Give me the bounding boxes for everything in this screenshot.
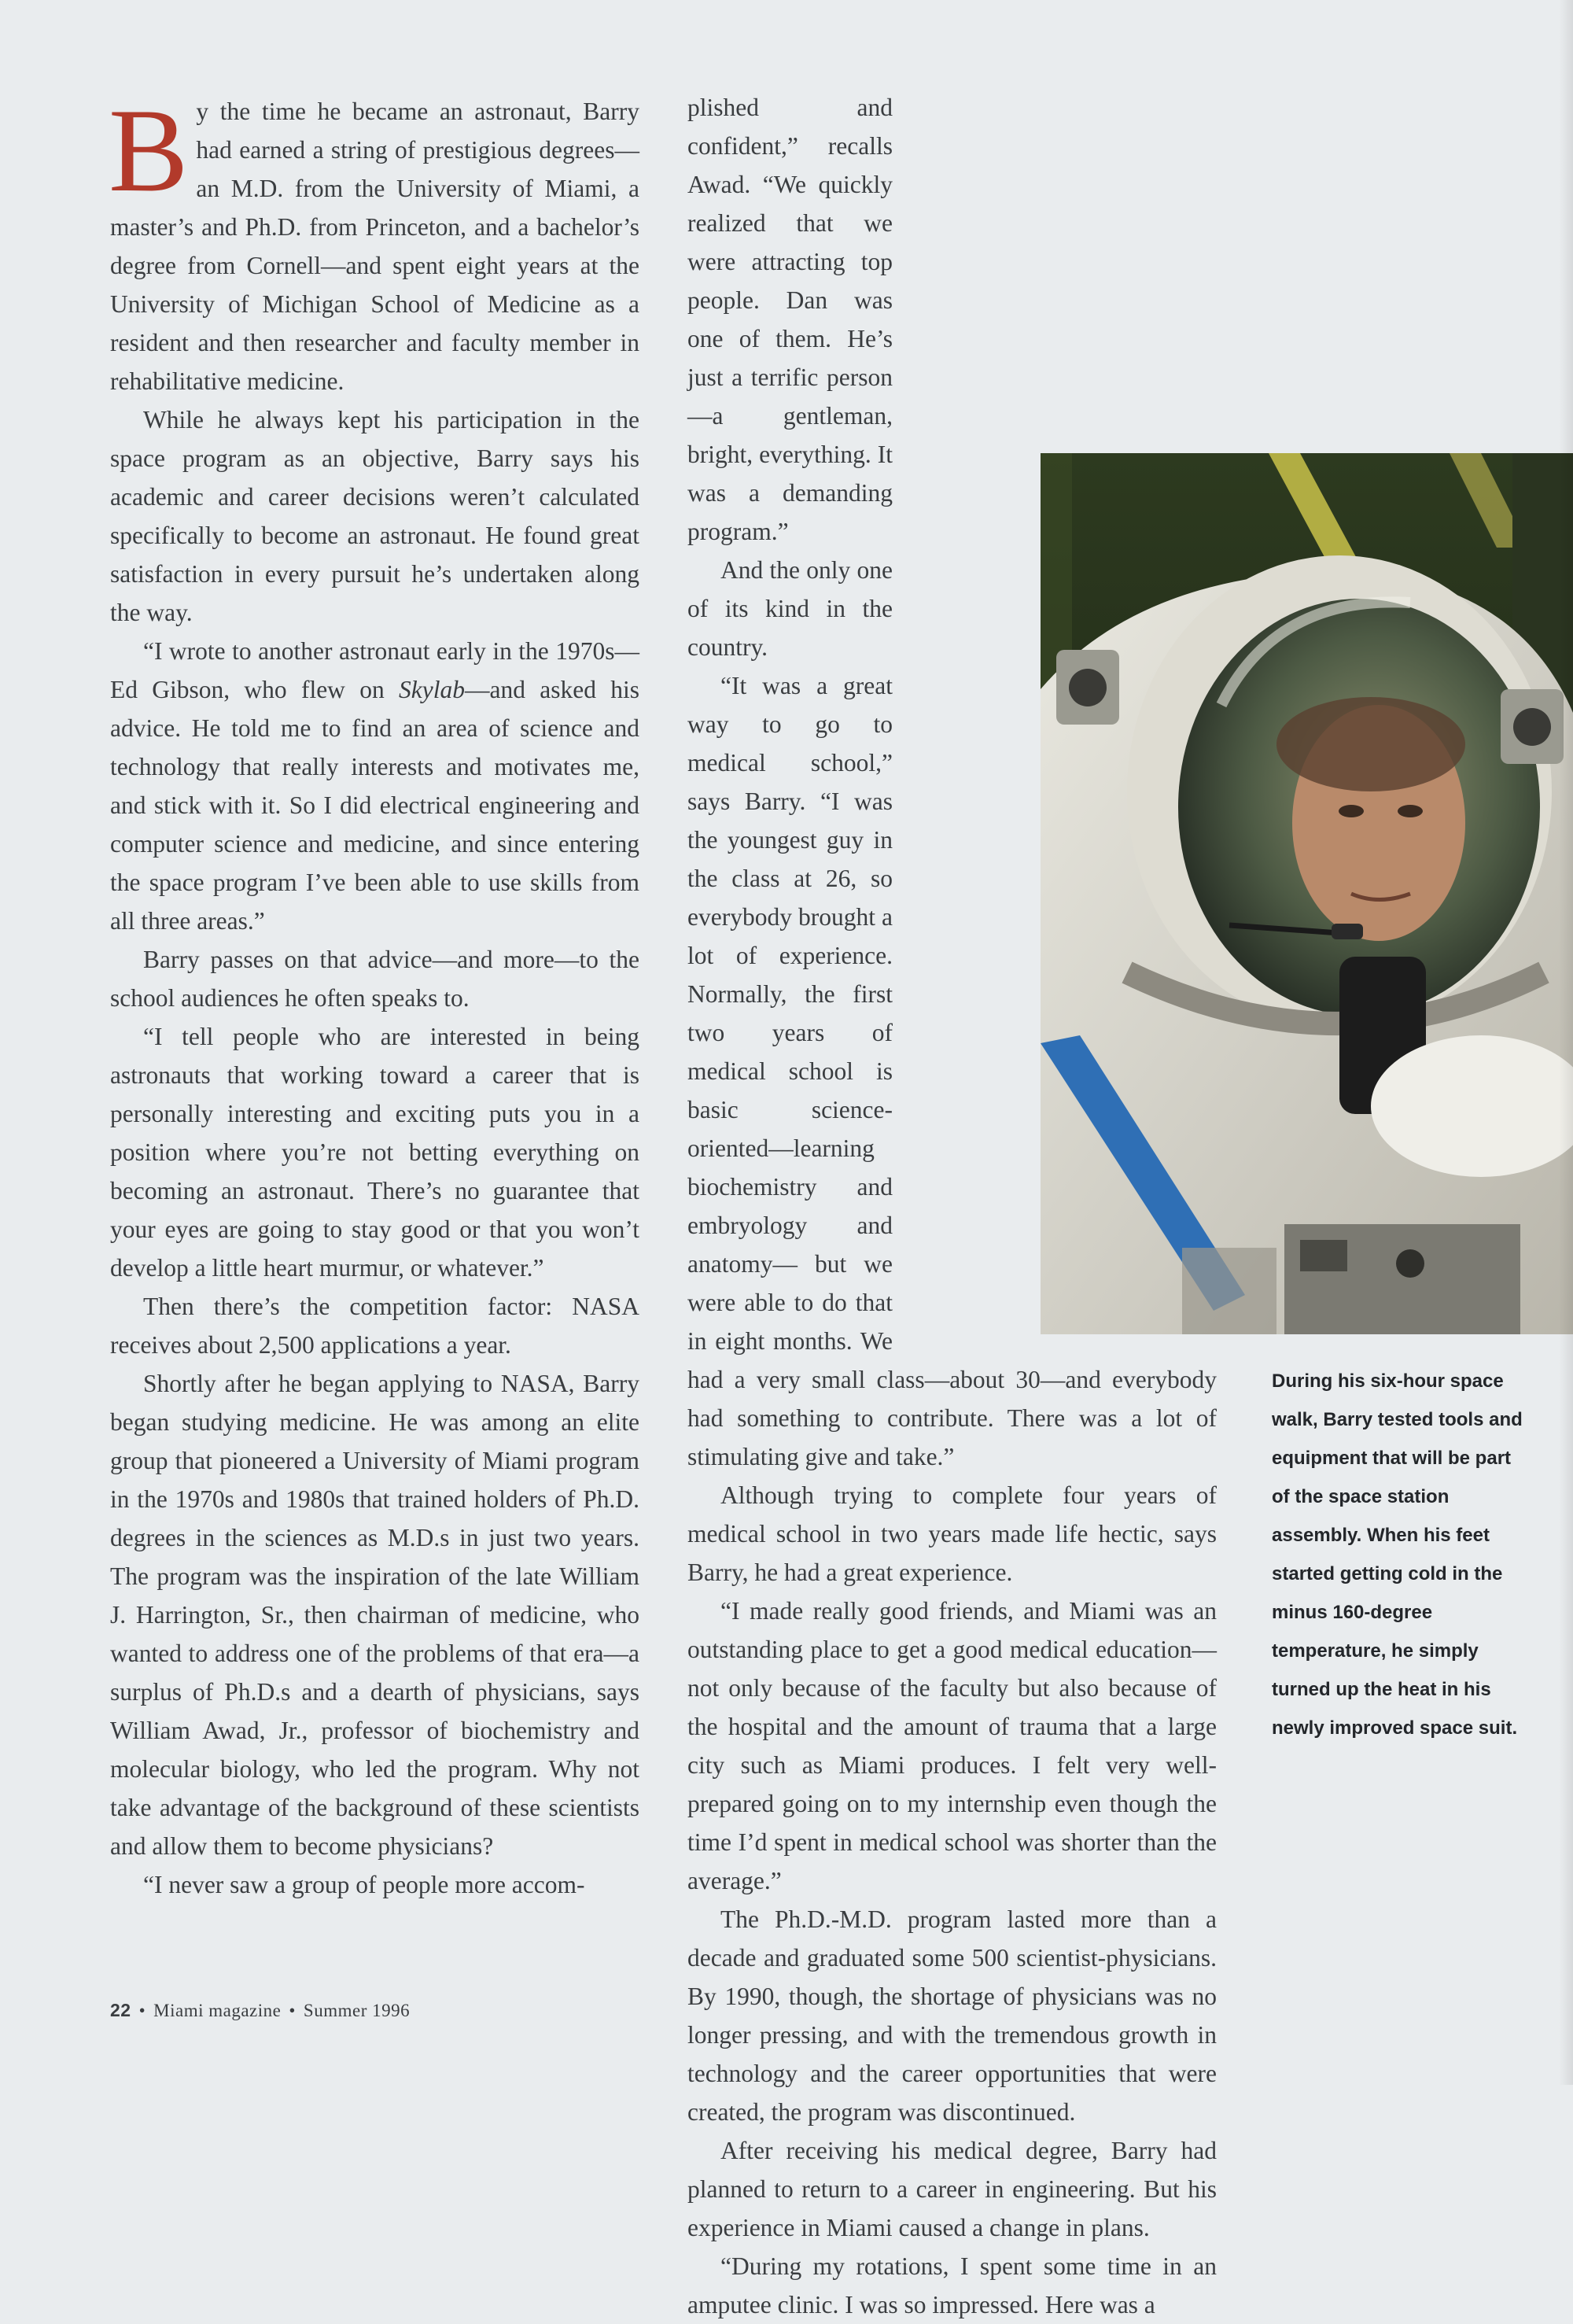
paragraph: “I never saw a group of people more accom- [143, 1871, 585, 1898]
page-edge-shadow [1559, 0, 1573, 2085]
paragraph: Barry passes on that advice—and more—to the school audiences he often speaks to. [110, 946, 639, 1012]
italic-title: Skylab [399, 676, 465, 703]
paragraph: Shortly after he began applying to NASA, Barry began studying medicine. He was among an elite group that pioneered a University of Miami program in the 1970s and 1980s that trained holders of Ph.D. degrees in the sciences as M.D.s in just two years. The program was the inspiration of the late William J. Harrington, Sr., then chairman of medicine, who wanted to address one of the problems of that era—a surplus of Ph.D.s and a dearth of physicians, says William Awad, Jr., professor of biochemistry and molecular biology, who led the program. Why not take advantage of the background of these scientists and allow them to become physicians? [110, 1370, 639, 1860]
paragraph: And the only one of its kind in the country. [687, 556, 893, 661]
astronaut-photo [1041, 453, 1573, 1334]
issue-date: Summer 1996 [303, 2001, 411, 2020]
paragraph: Then there’s the competition factor: NASA receives about 2,500 applications a year. [110, 1293, 639, 1359]
publication-name: Miami magazine [153, 2001, 282, 2020]
paragraph: plished and confident,” recalls Awad. “We quickly realized that we were attracting top people. Dan was one of them. He’s just a terrific person—a gentleman, bright, everything. It was a demanding program.” [687, 94, 893, 545]
paragraph: “I tell people who are interested in being astronauts that working toward a career that is personally interesting and exciting puts you in a position where you’re not betting everything on becoming an astronaut. There’s no guarantee that your eyes are going to stay good or that you won’t develop a little heart murmur, or whatever.” [110, 1023, 639, 1282]
paragraph: While he always kept his participation in the space program as an objective, Barry says his academic and career decisions weren’t calculated specifically to become an astronaut. He found great satisfaction in every pursuit he’s undertaken along the way. [110, 406, 639, 626]
page-footer [110, 2000, 410, 2021]
paragraph: The Ph.D.-M.D. program lasted more than a decade and graduated some 500 scientist-physicians. By 1990, though, the shortage of physicians was no longer pressing, and with the tremendous growth in technology and the career opportunities that were created, the program was discontinued. [687, 1905, 1217, 2126]
drop-cap: B [109, 84, 189, 216]
paragraph: Although trying to complete four years of medical school in two years made life hectic, says Barry, he had a great experience. [687, 1481, 1217, 1586]
footer-bullet: • [138, 2001, 146, 2020]
paragraph-text: “I wrote to another astronaut early in the 1970s—Ed Gibson, who flew on [110, 637, 639, 703]
paragraph: “It was a great way to go to medical school,” says Barry. “I was the youngest guy in the class at 26, so everybody brought a lot of experience. Normally, the first two years of medical school is basic science-oriented—learning biochemistry and embryology and anatomy— but we were able to do that in eight months. We had a very small class—about 30—and everybody had something to contribute. There was a lot of stimulating give and take.” [687, 672, 1217, 1470]
paragraph [109, 84, 639, 400]
footer-bullet: • [289, 2001, 296, 2020]
paragraph: “During my rotations, I spent some time in an amputee clinic. I was so impressed. Here was a [687, 2252, 1217, 2318]
paragraph-text: —and asked his advice. He told me to find an area of science and technology that really interests and motivates me, and stick with it. So I did electrical engineering and computer science and medicine, and since entering the space program I’ve been able to use skills from all three areas.” [110, 676, 639, 935]
paragraph: “I made really good friends, and Miami was an outstanding place to get a good medical education—not only because of the faculty but also because of the hospital and the amount of trauma that a large city such as Miami produces. I felt very well-prepared going on to my internship even though the time I’d spent in medical school was shorter than the average.” [687, 1597, 1217, 1894]
paragraph [110, 632, 639, 940]
astronaut-photo-illustration [1041, 453, 1573, 1334]
paragraph: After receiving his medical degree, Barry had planned to return to a career in engineering. But his experience in Miami caused a change in plans. [687, 2137, 1217, 2241]
article-column-left [109, 84, 639, 1904]
paragraph-text: y the time he became an astronaut, Barry had earned a string of prestigious degrees—an M.D. from the University of Miami, a master’s and Ph.D. from Princeton, and a bachelor’s degree from Cornell—and spent eight years at the University of Michigan School of Medicine as a resident and then researcher and faculty member in rehabilitative medicine. [110, 98, 639, 395]
page-number: 22 [110, 2000, 131, 2020]
photo-caption: During his six-hour space walk, Barry tested tools and equipment that will be part of the space station assembly. When his feet started getting cold in the minus 160-degree temperature, he simply turned up the heat in his newly improved space suit. [1272, 1370, 1523, 1739]
